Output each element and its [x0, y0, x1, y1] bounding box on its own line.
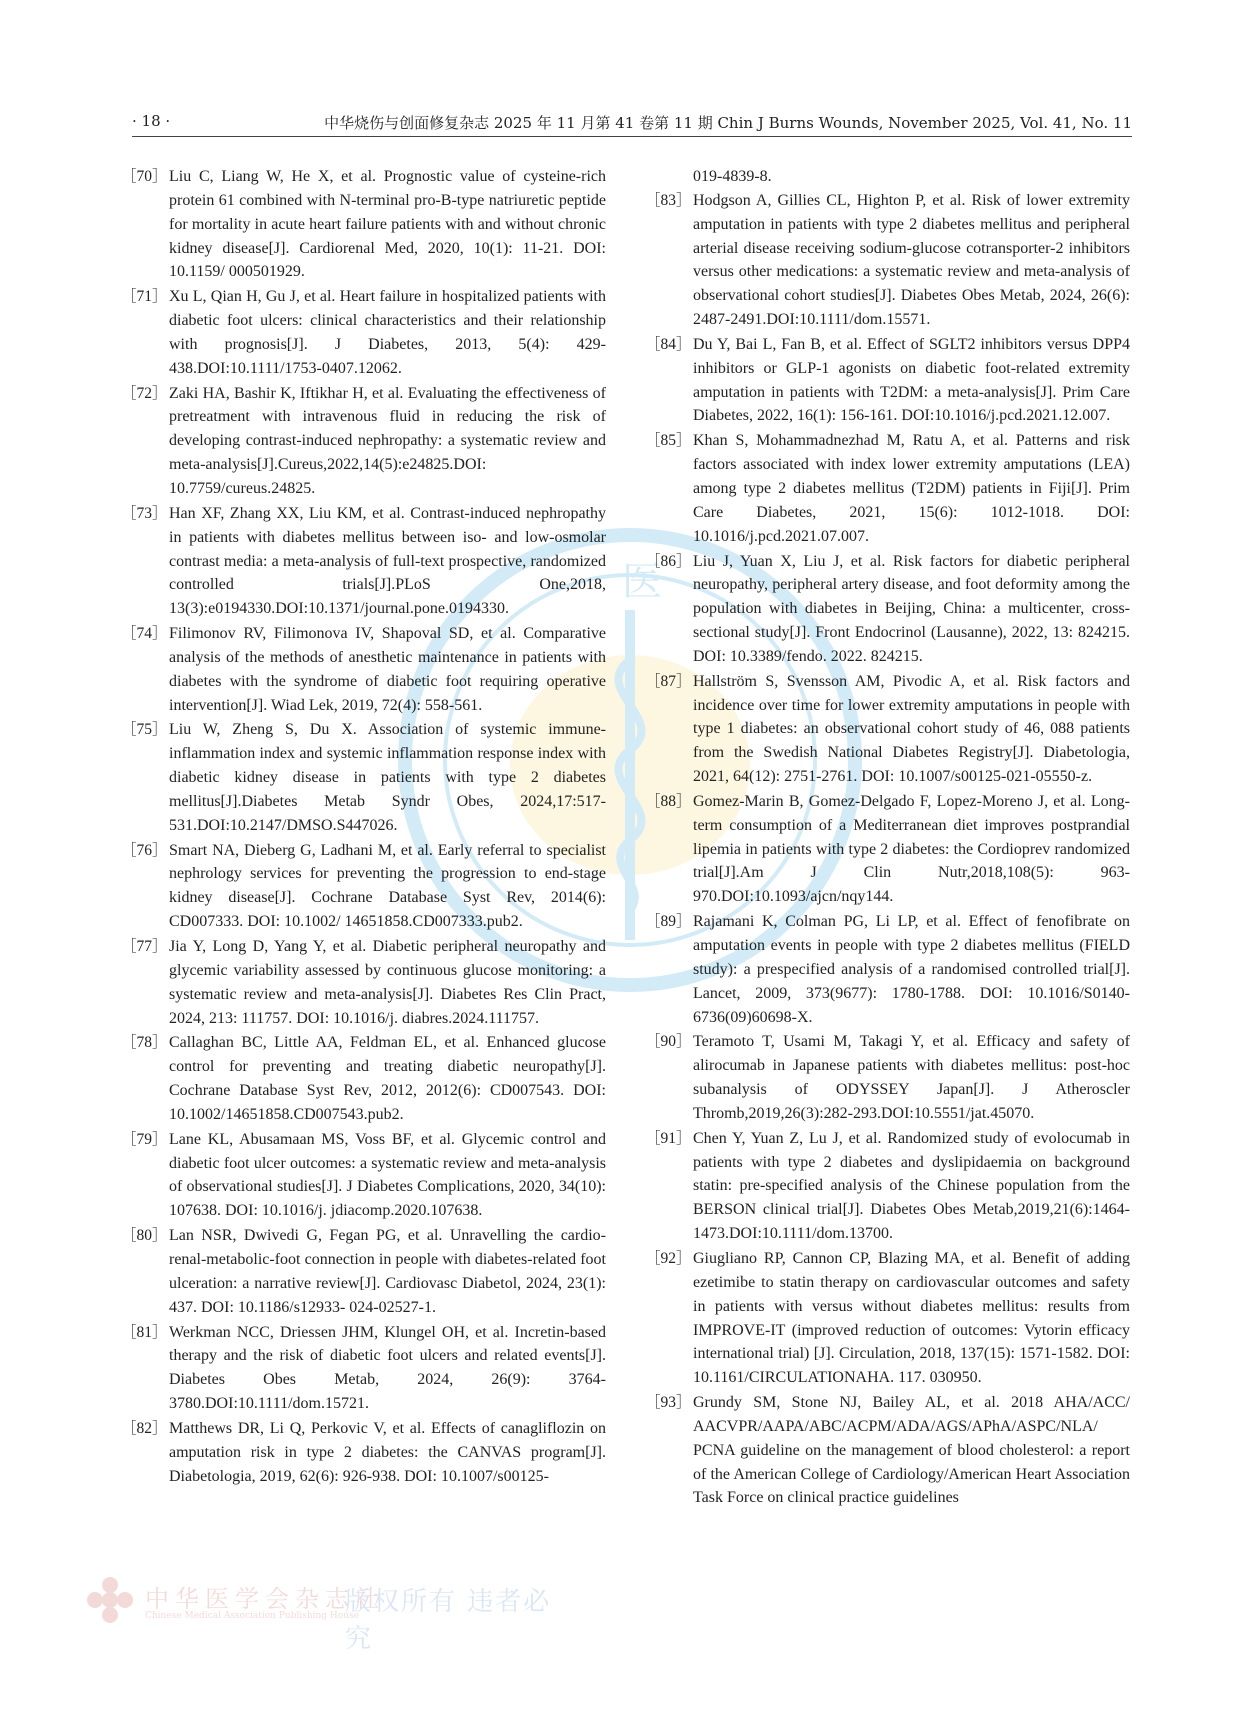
- reference-entry: [121, 1128, 606, 1223]
- reference-text: Gomez-Marin B, Gomez-Delgado F, Lopez-Moreno J, et al. Long-term consumption of a Mediterranean diet improves postprandial lipemia in patients with type 2 diabetes: the Cordioprev randomized trial[J].Am J Clin Nutr,2018,108(5): 963-970.DOI:10.1093/ajcn/nqy144.: [693, 792, 1130, 906]
- reference-number: ［85］: [645, 432, 692, 450]
- reference-entry: [121, 165, 606, 284]
- reference-continuation: 019-4839-8.: [693, 168, 772, 185]
- reference-number: ［87］: [645, 672, 692, 690]
- reference-text: Han XF, Zhang XX, Liu KM, et al. Contrast-induced nephropathy in patients with diabetes mellitus between iso- and low-osmolar contrast media: a meta-analysis of full-text prospective, randomized controlled trials[J].PLoS One,2018, 13(3):e0194330.DOI:10.1371/journal.pone.0194330.: [169, 504, 606, 618]
- reference-number: ［93］: [645, 1394, 692, 1412]
- reference-number: ［74］: [121, 625, 168, 643]
- reference-number: ［89］: [645, 913, 692, 931]
- reference-text: Teramoto T, Usami M, Takagi Y, et al. Efficacy and safety of alirocumab in Japanese patients with diabetes mellitus: post-hoc subanalysis of ODYSSEY Japan[J]. J Atheroscler Thromb,2019,26(3):282-293.DOI:10.5551/jat.45070.: [693, 1033, 1130, 1122]
- reference-text: Lan NSR, Dwivedi G, Fegan PG, et al. Unravelling the cardio-renal-metabolic-foot connection in people with diabetes-related foot ulceration: a narrative review[J]. Cardiovasc Diabetol, 2024, 23(1): 437. DOI: 10.1186/s12933- 024-02527-1.: [169, 1227, 606, 1316]
- reference-number: ［79］: [121, 1130, 168, 1148]
- reference-number: ［73］: [121, 504, 168, 522]
- reference-text: Callaghan BC, Little AA, Feldman EL, et al. Enhanced glucose control for preventing and treating diabetic neuropathy[J]. Cochrane Database Syst Rev, 2012, 2012(6): CD007543. DOI: 10.1002/14651858.CD007543.pub2.: [169, 1034, 606, 1123]
- reference-entry: [121, 1031, 606, 1126]
- reference-entry: [645, 1391, 1130, 1510]
- running-header: [132, 110, 1132, 137]
- reference-entry: [645, 550, 1130, 669]
- reference-number: ［84］: [645, 335, 692, 353]
- reference-entry: [645, 189, 1130, 332]
- reference-number: ［83］: [645, 191, 692, 209]
- publisher-name-cn: 中华医学会杂志社: [145, 1585, 385, 1613]
- watermark-glyph: 医: [622, 559, 662, 605]
- reference-number: ［77］: [121, 938, 168, 955]
- reference-entry: [645, 910, 1130, 1029]
- reference-entry: [645, 1030, 1130, 1125]
- publisher-footer-logo: [85, 1575, 565, 1654]
- reference-number: ［76］: [121, 841, 168, 859]
- reference-text: Hallström S, Svensson AM, Pivodic A, et al. Risk factors and incidence over time for lower extremity amputations in people with type 1 diabetes: an observational cohort study of 46, 088 patients from the Swedish National Diabetes Registry[J]. Diabetologia, 2021, 64(12): 2751-2761. DOI: 10.1007/s00125-021-05550-z.: [693, 672, 1130, 786]
- flower-logo-icon: [85, 1575, 135, 1625]
- reference-entry: [645, 670, 1130, 789]
- copyright-slogan: 版权所有 违者必究: [345, 1587, 552, 1654]
- reference-number: ［70］: [121, 168, 168, 185]
- reference-number: ［86］: [645, 552, 692, 570]
- reference-entry: [645, 790, 1130, 909]
- reference-text: Hodgson A, Gillies CL, Highton P, et al. Risk of lower extremity amputation in patients with type 2 diabetes mellitus and peripheral arterial disease receiving sodium-glucose cotransporter-2 inhibitors versus other medications: a systematic review and meta-analysis of observational cohort studies[J]. Diabetes Obes Metab, 2024, 26(6): 2487-2491.DOI:10.1111/dom.15571.: [693, 191, 1130, 329]
- reference-text: Zaki HA, Bashir K, Iftikhar H, et al. Evaluating the effectiveness of pretreatment with intravenous fluid in reducing the risk of developing contrast-induced nephropathy: a systematic review and meta-analysis[J].Cureus,2022,14(5):e24825.DOI: 10.7759/cureus.24825.: [169, 384, 606, 497]
- reference-text: Smart NA, Dieberg G, Ladhani M, et al. Early referral to specialist nephrology services for preventing the progression to end-stage kidney disease[J]. Cochrane Database Syst Rev, 2014(6): CD007333. DOI: 10.1002/ 14651858.CD007333.pub2.: [169, 841, 606, 931]
- reference-text: Filimonov RV, Filimonova IV, Shapoval SD, et al. Comparative analysis of the methods of anesthetic maintenance in patients with diabetes with the syndrome of diabetic foot requiring operative intervention[J]. Wiad Lek, 2019, 72(4): 558-561.: [169, 625, 606, 714]
- reference-entry: [121, 839, 606, 934]
- journal-citation-line: 中华烧伤与创面修复杂志 2025 年 11 月第 41 卷第 11 期 Chin J Burns Wounds, November 2025, Vol. 41, No. 11: [324, 114, 1132, 132]
- reference-text: Liu C, Liang W, He X, et al. Prognostic value of cysteine-rich protein 61 combined with N-terminal pro-B-type natriuretic peptide for mortality in acute heart failure patients with and without chronic kidney disease[J]. Cardiorenal Med, 2020, 10(1): 11-21. DOI: 10.1159/ 000501929.: [169, 168, 606, 281]
- reference-text: Jia Y, Long D, Yang Y, et al. Diabetic peripheral neuropathy and glycemic variability assessed by continuous glucose monitoring: a systematic review and meta-analysis[J]. Diabetes Res Clin Pract, 2024, 213: 111757. DOI: 10.1016/j. diabres.2024.111757.: [169, 938, 606, 1027]
- reference-entry: [645, 429, 1130, 548]
- reference-number: ［78］: [121, 1034, 168, 1052]
- reference-number: ［72］: [121, 384, 168, 402]
- publisher-name-en: Chinese Medical Association Publishing House: [145, 1611, 359, 1621]
- reference-entry: [645, 333, 1130, 428]
- reference-number: ［92］: [645, 1249, 692, 1267]
- reference-number: ［81］: [121, 1323, 168, 1341]
- reference-number: ［82］: [121, 1419, 168, 1437]
- reference-text: Lane KL, Abusamaan MS, Voss BF, et al. Glycemic control and diabetic foot ulcer outcomes: a systematic review and meta-analysis of observational studies[J]. J Diabetes Complications, 2020, 34(10): 107638. DOI: 10.1016/j. jdiacomp.2020.107638.: [169, 1130, 606, 1220]
- reference-number: ［88］: [645, 792, 692, 810]
- reference-text: Giugliano RP, Cannon CP, Blazing MA, et al. Benefit of adding ezetimibe to statin therapy on cardiovascular outcomes and safety in patients with versus without diabetes mellitus: results from IMPROVE-IT (improved reduction of outcomes: Vytorin efficacy international trial) [J]. Circulation, 2018, 137(15): 1571-1582. DOI: 10.1161/CIRCULATIONAHA. 117. 030950.: [693, 1249, 1130, 1387]
- reference-entry: [121, 1224, 606, 1319]
- references-left-column: [121, 165, 606, 1489]
- reference-entry: [121, 285, 606, 380]
- reference-number: ［75］: [121, 721, 168, 739]
- references-right-column: [645, 165, 1130, 1511]
- reference-entry: [121, 622, 606, 717]
- reference-text: Grundy SM, Stone NJ, Bailey AL, et al. 2018 AHA/ACC/ AACVPR/AAPA/ABC/ACPM/ADA/AGS/APhA/ASPC/NLA/ PCNA guideline on the management of blood cholesterol: a report of the American College of Cardiology/American Heart Association Task Force on clinical practice guidelines: [693, 1394, 1130, 1507]
- reference-entry: [645, 1247, 1130, 1390]
- reference-entry: [121, 718, 606, 837]
- reference-number: ［91］: [645, 1129, 692, 1147]
- reference-entry: [121, 1417, 606, 1489]
- reference-entry: [121, 502, 606, 621]
- reference-text: Xu L, Qian H, Gu J, et al. Heart failure in hospitalized patients with diabetic foot ulcers: clinical characteristics and their relationship with prognosis[J]. J Diabetes, 2013, 5(4): 429-438.DOI:10.1111/1753-0407.12062.: [169, 288, 606, 377]
- reference-entry: [121, 935, 606, 1030]
- reference-number: ［80］: [121, 1227, 168, 1245]
- reference-text: Liu W, Zheng S, Du X. Association of systemic immune-inflammation index and systemic inflammation response index with diabetic kidney disease in patients with type 2 diabetes mellitus[J].Diabetes Metab Syndr Obes, 2024,17:517-531.DOI:10.2147/DMSO.S447026.: [169, 721, 606, 834]
- reference-text: Du Y, Bai L, Fan B, et al. Effect of SGLT2 inhibitors versus DPP4 inhibitors or GLP-1 agonists on diabetic foot-related extremity amputation in patients with T2DM: a meta-analysis[J]. Prim Care Diabetes, 2022, 16(1): 156-161. DOI:10.1016/j.pcd.2021.12.007.: [693, 335, 1130, 425]
- reference-text: Chen Y, Yuan Z, Lu J, et al. Randomized study of evolocumab in patients with type 2 diabetes and dyslipidaemia on background statin: pre-specified analysis of the Chinese population from the BERSON clinical trial[J]. Diabetes Obes Metab,2019,21(6):1464-1473.DOI:10.1111/dom.13700.: [693, 1129, 1130, 1243]
- reference-text: Khan S, Mohammadnezhad M, Ratu A, et al. Patterns and risk factors associated with index lower extremity amputations (LEA) among type 2 diabetes mellitus (T2DM) patients in Fiji[J]. Prim Care Diabetes, 2021, 15(6): 1012-1018. DOI: 10.1016/j.pcd.2021.07.007.: [693, 432, 1130, 545]
- reference-text: Werkman NCC, Driessen JHM, Klungel OH, et al. Incretin-based therapy and the risk of diabetic foot ulcers and related events[J]. Diabetes Obes Metab, 2024, 26(9): 3764-3780.DOI:10.1111/dom.15721.: [169, 1323, 606, 1413]
- reference-entry: [121, 382, 606, 501]
- reference-entry: [645, 1127, 1130, 1246]
- reference-entry: [121, 1321, 606, 1416]
- reference-text: Rajamani K, Colman PG, Li LP, et al. Effect of fenofibrate on amputation events in people with type 2 diabetes mellitus (FIELD study): a prespecified analysis of a randomised controlled trial[J]. Lancet, 2009, 373(9677): 1780-1788. DOI: 10.1016/S0140-6736(09)60698-X.: [693, 913, 1130, 1026]
- reference-number: ［71］: [121, 288, 168, 306]
- reference-text: Matthews DR, Li Q, Perkovic V, et al. Effects of canagliflozin on amputation risk in type 2 diabetes: the CANVAS program[J]. Diabetologia, 2019, 62(6): 926-938. DOI: 10.1007/s00125-: [169, 1419, 606, 1485]
- page-number: · 18 ·: [132, 112, 171, 130]
- reference-number: ［90］: [645, 1033, 692, 1051]
- reference-text: Liu J, Yuan X, Liu J, et al. Risk factors for diabetic peripheral neuropathy, peripheral artery disease, and foot deformity among the population with diabetes in Beijing, China: a multicenter, cross-sectional study[J]. Front Endocrinol (Lausanne), 2022, 13: 824215. DOI: 10.3389/fendo. 2022. 824215.: [693, 552, 1130, 665]
